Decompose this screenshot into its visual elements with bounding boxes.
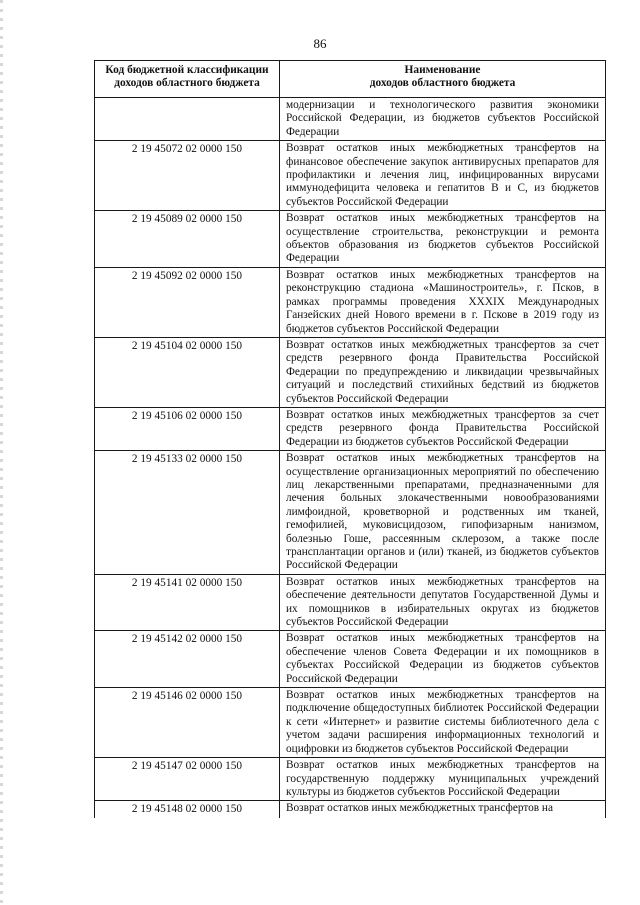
row-name: Возврат остатков иных межбюджетных трансфертов на обеспечение деятельности депутатов Государственной Думы и их помощников в избирательных округах из бюджетов субъектов Российской Федерации [280,574,606,631]
table-body [95,98,606,818]
row-name: Возврат остатков иных межбюджетных трансфертов на подключение общедоступных библиотек Российской Федерации к сети «Интернет» и развитие системы библиотечного дела с учетом задачи расширения информационных технологий и оцифровки из бюджетов субъектов Российской Федерации [280,688,606,758]
name-header-line1: Наименование [404,64,481,76]
scan-left-edge [0,0,3,905]
row-name: Возврат остатков иных межбюджетных трансфертов за счет средств резервного фонда Правительства Российской Федерации по предупреждению и ликвидации чрезвычайных ситуаций и последствий стихийных бедствий из бюджетов субъектов Российской Федерации [280,337,606,407]
table-row [95,451,606,575]
code-header-line2: доходов областного бюджета [114,77,260,90]
page-number: 86 [313,36,327,51]
row-code: 2 19 45133 02 0000 150 [95,451,280,575]
row-name: Возврат остатков иных межбюджетных трансфертов на [280,801,606,818]
row-code: 2 19 45142 02 0000 150 [95,631,280,688]
row-name: Возврат остатков иных межбюджетных трансфертов на государственную поддержку муниципальных учреждений культуры из бюджетов субъектов Российской Федерации [280,758,606,801]
row-code: 2 19 45089 02 0000 150 [95,211,280,268]
row-code: 2 19 45147 02 0000 150 [95,758,280,801]
table-row [95,688,606,758]
table-row [95,801,606,818]
row-code: 2 19 45146 02 0000 150 [95,688,280,758]
table-row [95,337,606,407]
row-code: 2 19 45092 02 0000 150 [95,267,280,337]
row-code: 2 19 45104 02 0000 150 [95,337,280,407]
budget-revenue-table [94,60,606,818]
row-name: Возврат остатков иных межбюджетных трансфертов на реконструкцию стадиона «Машиностроитель», г. Псков, в рамках программы проведения XXXIX Международных Ганзейских дней Нового времени в г. Пскове в 2019 году из бюджетов субъектов Российской Федерации [280,267,606,337]
code-header-line1: Код бюджетной классификации [105,64,269,76]
row-name: Возврат остатков иных межбюджетных трансфертов за счет средств резервного фонда Правительства Российской Федерации из бюджетов субъектов Российской Федерации [280,407,606,450]
code-column-header [95,61,280,98]
row-name: Возврат остатков иных межбюджетных трансфертов на осуществление строительства, реконструкции и ремонта объектов образования из бюджетов субъектов Российской Федерации [280,211,606,268]
table-row [95,211,606,268]
name-column-header [280,61,606,98]
table-row [95,98,606,141]
table-row [95,267,606,337]
table-row [95,574,606,631]
row-name: Возврат остатков иных межбюджетных трансфертов на обеспечение членов Совета Федерации и их помощников в субъектах Российской Федерации из бюджетов субъектов Российской Федерации [280,631,606,688]
table-row [95,141,606,211]
table-row [95,758,606,801]
row-name: Возврат остатков иных межбюджетных трансфертов на осуществление организационных мероприятий по обеспечению лиц лекарственными препаратами, предназначенными для лечения больных злокачественными новообразованиями лимфоидной, кроветворной и родственных им тканей, гемофилией, муковисцидозом, гипофизарным нанизмом, болезнью Гоше, рассеянным склерозом, а также после трансплантации органов и (или) тканей, из бюджетов субъектов Российской Федерации [280,451,606,575]
row-code: 2 19 45072 02 0000 150 [95,141,280,211]
row-code [95,98,280,141]
row-code: 2 19 45141 02 0000 150 [95,574,280,631]
table-header-row [95,61,606,98]
row-code: 2 19 45148 02 0000 150 [95,801,280,818]
name-header-line2: доходов областного бюджета [369,77,516,90]
table-row [95,407,606,450]
row-name: модернизации и технологического развития экономики Российской Федерации, из бюджетов субъектов Российской Федерации [280,98,606,141]
row-name: Возврат остатков иных межбюджетных трансфертов на финансовое обеспечение закупок антивирусных препаратов для профилактики и лечения лиц, инфицированных вирусами иммунодефицита человека и гепатитов В и С, из бюджетов субъектов Российской Федерации [280,141,606,211]
table-row [95,631,606,688]
row-code: 2 19 45106 02 0000 150 [95,407,280,450]
